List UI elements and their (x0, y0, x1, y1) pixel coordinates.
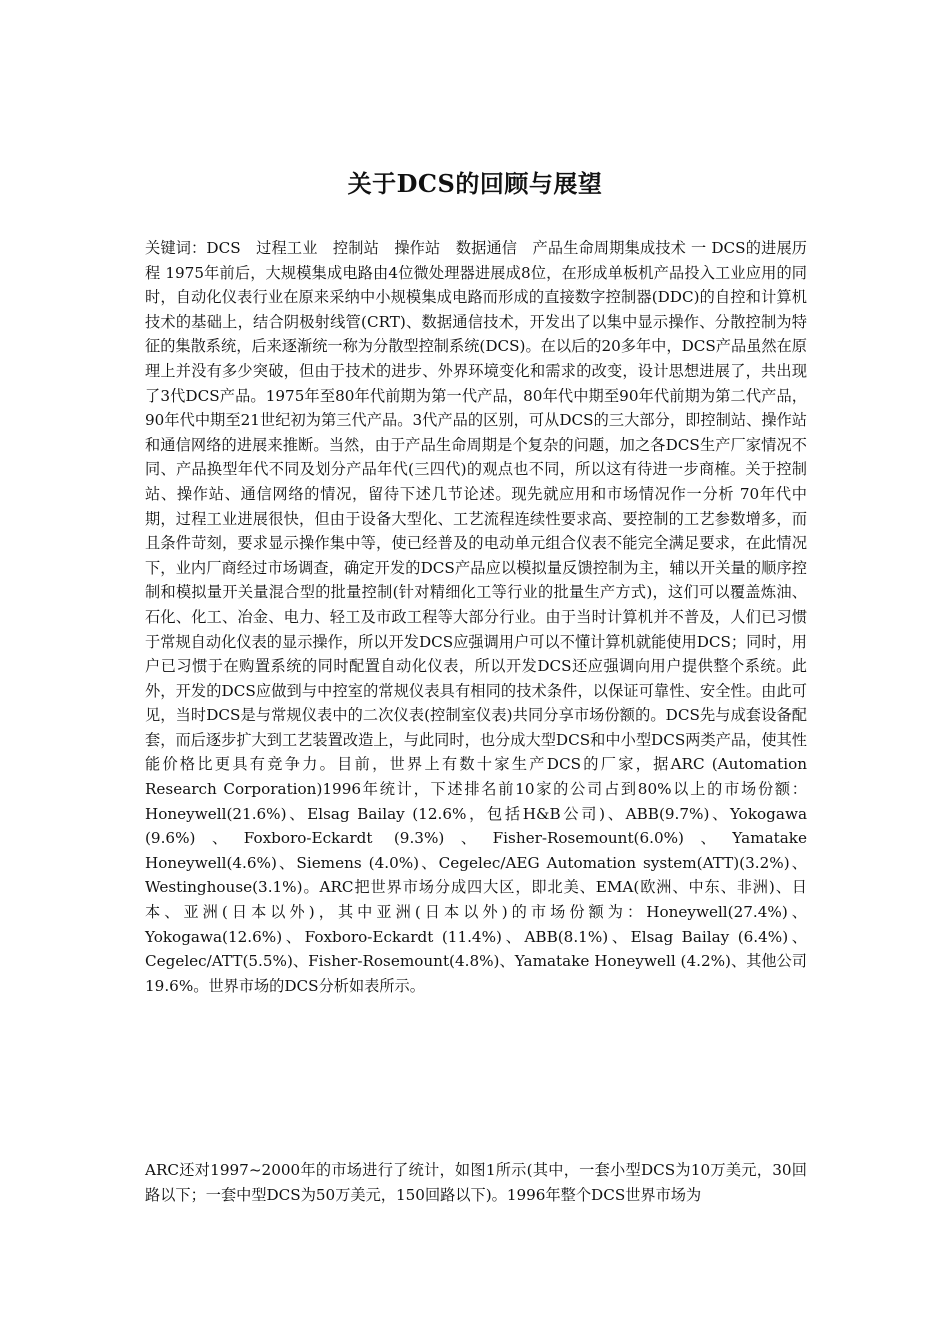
body-paragraph-1 (145, 236, 807, 998)
paragraph-text: 关键词：DCS 过程工业 控制站 操作站 数据通信 产品生命周期集成技术 一 DCS的进展历程 1975年前后，大规模集成电路由4位微处理器进展成8位，在形成单板机产品投入工业应用的同时，自动化仪表行业在原来采纳中小规模集成电路而形成的直接数字控制器(DDC)的自控和计算机技术的基础上，结合阴极射线管(CRT)、数据通信技术，开发出了以集中显示操作、分散控制为特征的集散系统，后来逐渐统一称为分散型控制系统(DCS)。在以后的20多年中，DCS产品虽然在原理上并没有多少突破，但由于技术的进步、外界环境变化和需求的改变，设计思想进展了，共出现了3代DCS产品。1975年至80年代前期为第一代产品，80年代中期至90年代前期为第二代产品，90年代中期至21世纪初为第三代产品。3代产品的区别，可从DCS的三大部分，即控制站、操作站和通信网络的进展来推断。当然，由于产品生命周期是个复杂的问题，加之各DCS生产厂家情况不同、产品换型年代不同及划分产品年代(三四代)的观点也不同，所以这有待进一步商榷。关于控制站、操作站、通信网络的情况，留待下述几节论述。现先就应用和市场情况作一分析 70年代中期，过程工业进展很快，但由于设备大型化、工艺流程连续性要求高、要控制的工艺参数增多，而且条件苛刻，要求显示操作集中等，使已经普及的电动单元组合仪表不能完全满足要求，在此情况下，业内厂商经过市场调查，确定开发的DCS产品应以模拟量反馈控制为主，辅以开关量的顺序控制和模拟量开关量混合型的批量控制(针对精细化工等行业的批量生产方式)，这们可以覆盖炼油、石化、化工、冶金、电力、轻工及市政工程等大部分行业。由于当时计算机并不普及，人们已习惯于常规自动化仪表的显示操作，所以开发DCS应强调用户可以不懂计算机就能使用DCS；同时，用户已习惯于在购置系统的同时配置自动化仪表，所以开发DCS还应强调向用户提供整个系统。此外，开发的DCS应做到与中控室的常规仪表具有相同的技术条件，以保证可靠性、安全性。由此可见，当时DCS是与常规仪表中的二次仪表(控制室仪表)共同分享市场份额的。DCS先与成套设备配套，而后逐步扩大到工艺装置改造上，与此同时，也分成大型DCS和中小型DCS两类产品，使其性能价格比更具有竞争力。目前，世界上有数十家生产DCS的厂家，据ARC (Automation Research Corporation)1996年统计，下述排名前10家的公司占到80%以上的市场份额：Honeywell(21.6%)、Elsag Bailay (12.6%，包括H&B公司)、ABB(9.7%)、Yokogawa (9.6%)、Foxboro-Eckardt (9.3%)、Fisher-Rosemount(6.0%)、Yamatake Honeywell(4.6%)、Siemens (4.0%)、Cegelec/AEG Automation system(ATT)(3.2%)、Westinghouse(3.1%)。ARC把世界市场分成四大区，即北美、EMA(欧洲、中东、非洲)、日本、亚洲(日本以外)，其中亚洲(日本以外)的市场份额为：Honeywell(27.4%)、Yokogawa(12.6%)、Foxboro-Eckardt (11.4%)、ABB(8.1%)、Elsag Bailay (6.4%)、Cegelec/ATT(5.5%)、Fisher-Rosemount(4.8%)、Yamatake Honeywell (4.2%)、其他公司19.6%。世界市场的DCS分析如表所示。 (145, 239, 807, 995)
paragraph-text: ARC还对1997~2000年的市场进行了统计，如图1所示(其中，一套小型DCS为10万美元，30回路以下；一套中型DCS为50万美元，150回路以下)。1996年整个DCS世界市场为 (145, 1161, 807, 1204)
body-paragraph-2 (145, 1158, 807, 1207)
document-title: 关于DCS的回顾与展望 (347, 169, 603, 199)
